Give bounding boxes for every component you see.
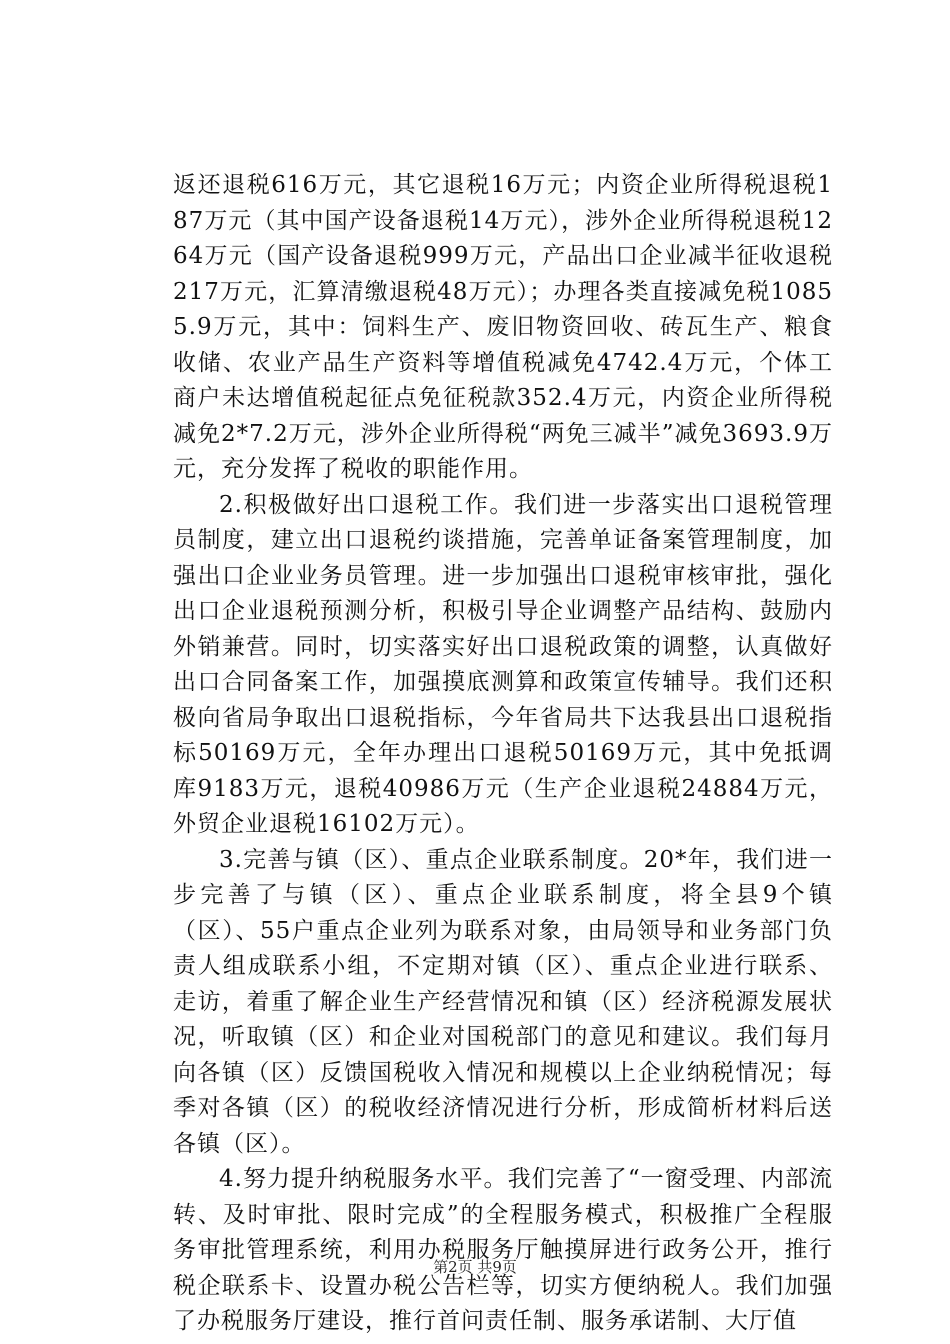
paragraph-town-enterprise-contact: 3.完善与镇（区）、重点企业联系制度。20*年，我们进一步完善了与镇（区）、重点企业联系制度，将全县9个镇（区）、55户重点企业列为联系对象，由局领导和业务部门负责人组成联系小组，不定期对镇（区）、重点企业进行联系、走访，着重了解企业生产经营情况和镇（区）经济税源发展状况，听取镇（区）和企业对国税部门的意见和建议。我们每月向各镇（区）反馈国税收入情况和规模以上企业纳税情况；每季对各镇（区）的税收经济情况进行分析，形成简析材料后送各镇（区）。 <box>173 846 833 1157</box>
paragraph-export-tax-refund: 2.积极做好出口退税工作。我们进一步落实出口退税管理员制度，建立出口退税约谈措施，完善单证备案管理制度，加强出口企业业务员管理。进一步加强出口退税审核审批，强化出口企业退税预测分析，积极引导企业调整产品结构、鼓励内外销兼营。同时，切实落实好出口退税政策的调整，认真做好出口合同备案工作，加强摸底测算和政策宣传辅导。我们还积极向省局争取出口退税指标，今年省局共下达我县出口退税指标50169万元，全年办理出口退税50169万元，其中免抵调库9183万元，退税40986万元（生产企业退税24884万元，外贸企业退税16102万元）。 <box>173 491 833 837</box>
paragraph-taxpayer-service: 4.努力提升纳税服务水平。我们完善了“一窗受理、内部流转、及时审批、限时完成”的全程服务模式，积极推广全程服务审批管理系统，利用办税服务厅触摸屏进行政务公开，推行税企联系卡、设置办税公告栏等，切实方便纳税人。我们加强了办税服务厅建设，推行首问责任制、服务承诺制、大厅值 <box>173 1166 833 1334</box>
document-body <box>173 168 833 1340</box>
page-footer: 第2页 共9页 <box>433 1258 517 1276</box>
paragraph-continuation: 返还退税616万元，其它退税16万元；内资企业所得税退税187万元（其中国产设备退税14万元），涉外企业所得税退税1264万元（国产设备退税999万元，产品出口企业减半征收退税217万元，汇算清缴退税48万元）；办理各类直接减免税10855.9万元，其中：饲料生产、废旧物资回收、砖瓦生产、粮食收储、农业产品生产资料等增值税减免4742.4万元，个体工商户未达增值税起征点免征税款352.4万元，内资企业所得税减免2*7.2万元，涉外企业所得税“两免三减半”减免3693.9万元，充分发挥了税收的职能作用。 <box>173 172 833 482</box>
